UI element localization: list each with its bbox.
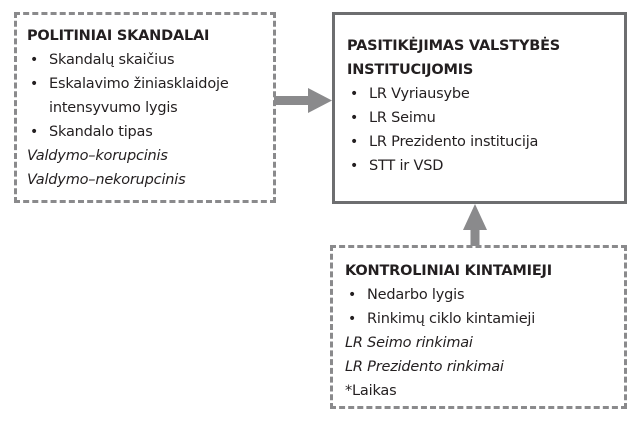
list-item: • Rinkimų ciklo kintamieji — [345, 307, 612, 331]
control-variables-title: KONTROLINIAI KINTAMIEJI — [345, 263, 552, 279]
list-item: • STT ir VSD — [347, 154, 612, 178]
trust-institutions-box — [332, 12, 627, 204]
list-item: • LR Seimu — [347, 106, 612, 130]
arrow-right-icon — [274, 86, 334, 116]
list-item: • Skandalų skaičius — [27, 48, 263, 72]
political-scandals-title: POLITINIAI SKANDALAI — [27, 28, 210, 44]
list-item: • Eskalavimo žiniasklaidoje intensyvumo lygis — [27, 72, 259, 120]
trust-institutions-list — [347, 82, 612, 178]
list-item: • LR Vyriausybe — [347, 82, 612, 106]
election-item: LR Prezidento rinkimai — [345, 359, 504, 375]
political-scandals-box — [14, 12, 276, 203]
list-item: • Skandalo tipas — [27, 120, 263, 144]
political-scandals-list — [27, 48, 263, 144]
election-item: LR Seimo rinkimai — [345, 335, 473, 351]
list-item: • Nedarbo lygis — [345, 283, 612, 307]
time-note: *Laikas — [345, 383, 397, 399]
trust-institutions-title: PASITIKĖJIMAS VALSTYBĖS INSTITUCIJOMIS — [347, 38, 561, 78]
arrow-up-icon — [460, 203, 490, 247]
scandal-type-item: Valdymo–nekorupcinis — [27, 172, 186, 188]
scandal-type-item: Valdymo–korupcinis — [27, 148, 168, 164]
control-variables-list — [345, 283, 612, 331]
list-item: • LR Prezidento institucija — [347, 130, 612, 154]
control-variables-box — [330, 245, 627, 409]
